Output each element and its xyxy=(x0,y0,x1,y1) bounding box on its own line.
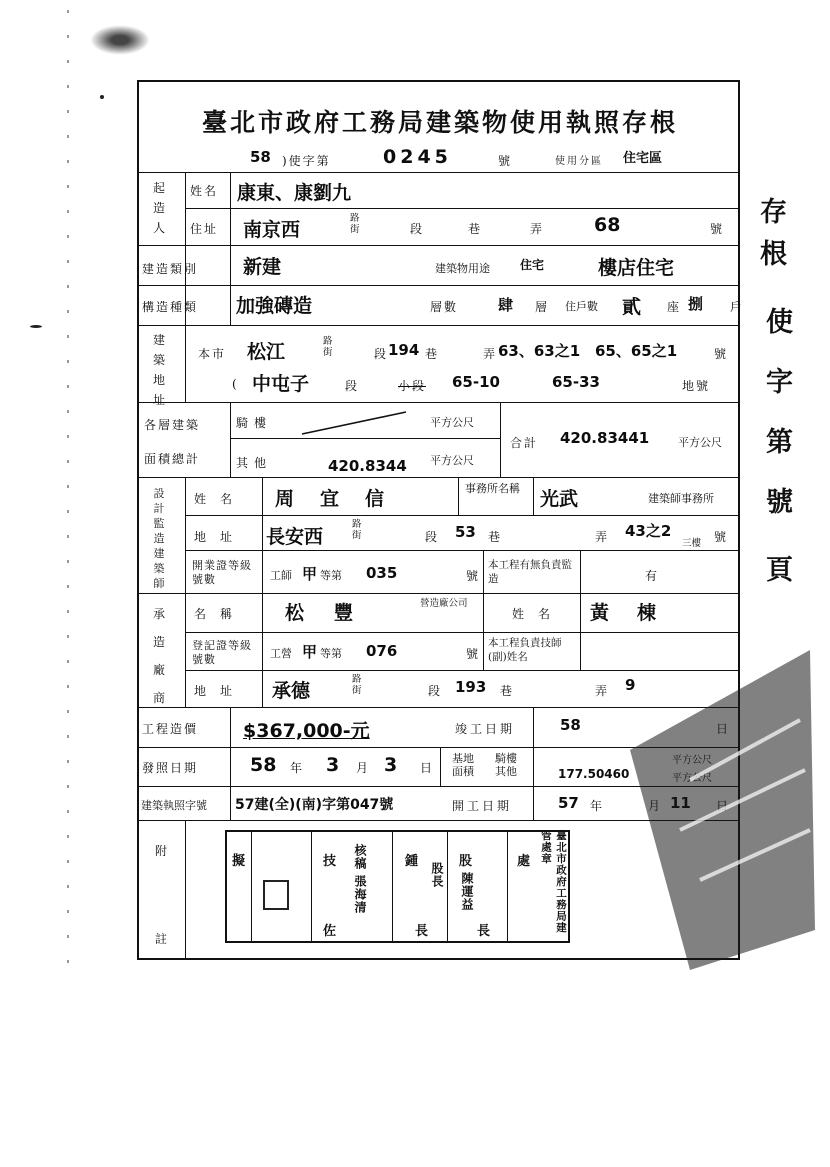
area-row1-label: 騎樓 xyxy=(236,416,273,430)
qilou-label: 騎樓其他 xyxy=(495,752,517,778)
stamp-divider xyxy=(251,832,252,941)
designer-resp-label: 本工程有無負責監造 xyxy=(488,559,572,585)
col-line xyxy=(185,477,186,707)
start-nian: 年 xyxy=(590,799,605,813)
start-label: 開工日期 xyxy=(452,799,513,813)
stamp-label-gu: 股 xyxy=(459,854,473,869)
site-lot-label: 地號 xyxy=(682,379,711,393)
designer-reg-prefix: 工師 xyxy=(270,569,292,582)
building-households-label: 住戶數 xyxy=(565,300,598,313)
col-line xyxy=(580,632,581,670)
margin-char: 字 xyxy=(766,367,793,398)
contractor-addr-road: 承德 xyxy=(272,680,311,702)
col-line xyxy=(230,402,231,477)
qilou-value: 177.50460 xyxy=(558,767,630,781)
area-total-unit: 平方公尺 xyxy=(678,436,722,449)
applicant-hao: 號 xyxy=(710,222,725,236)
col-line xyxy=(185,820,186,960)
stamp-divider xyxy=(392,832,393,941)
site-lot1: 65-10 xyxy=(452,373,500,391)
stamp-label-ji: 技 xyxy=(323,854,337,869)
contractor-name-value: 松豐 xyxy=(285,602,384,624)
contractor-addr-xiang: 193 xyxy=(455,678,487,696)
cost-label: 工程造價 xyxy=(142,722,199,736)
designer-office-value: 光武 xyxy=(540,488,579,510)
contractor-duan: 段 xyxy=(428,684,443,698)
designer-office-suffix: 建築師事務所 xyxy=(648,492,714,505)
building-type-label: 建造類別 xyxy=(142,262,199,276)
stamp-label-chu: 處 xyxy=(517,854,531,869)
issue-day: 3 xyxy=(384,754,398,776)
designer-duan-no: 53 xyxy=(455,523,476,541)
building-floors-value: 肆 xyxy=(498,296,514,314)
issue-year: 58 xyxy=(250,754,277,776)
designer-floor: 三樓 xyxy=(682,538,702,549)
page-title: 臺北市政府工務局建築物使用執照存根 xyxy=(201,108,678,137)
header-license-word: )使字第 xyxy=(282,154,331,168)
area-strike-mark xyxy=(300,408,410,436)
margin-char: 根 xyxy=(760,239,787,270)
contractor-name-label: 名稱 xyxy=(194,607,247,621)
scan-speck xyxy=(90,25,150,55)
applicant-xiang: 巷 xyxy=(468,222,483,236)
designer-resp-value: 有 xyxy=(645,569,660,583)
area-total-value: 420.83441 xyxy=(560,429,650,447)
building-use-label: 建築物用途 xyxy=(435,262,490,275)
row-line xyxy=(137,402,740,403)
applicant-group-label: 起造人 xyxy=(152,181,165,235)
contractor-reg-prefix: 工營 xyxy=(270,647,292,660)
stamp-text-3: 陳運益 xyxy=(460,872,474,911)
site-road-label: 路街 xyxy=(323,336,333,358)
applicant-addr-no: 68 xyxy=(594,214,621,236)
issue-label: 發照日期 xyxy=(142,761,199,775)
row-line xyxy=(185,550,740,551)
building-struct-value: 加強磚造 xyxy=(236,295,313,317)
site-nong-value: 63、63之1 xyxy=(498,342,581,360)
col-line xyxy=(500,402,501,477)
site-nong: 弄 xyxy=(483,347,498,361)
start-year: 57 xyxy=(558,794,579,812)
contractor-road-label: 路街 xyxy=(352,674,362,696)
contractor-addr-no: 9 xyxy=(625,676,636,694)
stamp-text-4: 臺北市政府工務局建管處章 xyxy=(540,830,567,934)
contractor-company-label: 營造廠公司 xyxy=(420,598,468,609)
applicant-road-label: 路街 xyxy=(350,213,360,235)
row-line xyxy=(137,593,740,594)
contractor-xiang: 巷 xyxy=(500,684,515,698)
margin-char: 第 xyxy=(766,427,793,458)
designer-hao: 號 xyxy=(714,530,729,544)
building-type-value: 新建 xyxy=(243,256,282,278)
building-use-value1: 住宅 xyxy=(520,258,545,272)
contractor-person-value: 黃棟 xyxy=(590,602,685,624)
margin-char: 使 xyxy=(766,307,793,338)
col-line xyxy=(483,632,484,670)
stamp-label-ni: 擬 xyxy=(232,854,246,869)
row-line xyxy=(137,285,740,286)
col-line xyxy=(185,325,186,402)
site-section: 中屯子 xyxy=(252,373,310,395)
area-row1-unit: 平方公尺 xyxy=(430,416,474,429)
header-year: 58 xyxy=(250,148,271,166)
contractor-addr-label: 地址 xyxy=(194,684,247,698)
note-label-1: 附 xyxy=(155,844,170,858)
stamp-sub-zhang-2: 長 xyxy=(477,924,491,939)
applicant-addr-label: 住址 xyxy=(190,222,219,236)
issue-ri: 日 xyxy=(420,761,435,775)
row-line xyxy=(230,438,500,439)
building-seats-value: 捌 xyxy=(688,295,704,313)
building-hu: 戶 xyxy=(730,300,745,314)
col-line xyxy=(580,550,581,593)
contractor-reg-no: 076 xyxy=(366,642,398,660)
stamp-divider xyxy=(447,832,448,941)
header-zone-value: 住宅區 xyxy=(623,151,663,166)
permit-value: 57建(全)(南)字第047號 xyxy=(235,797,394,813)
note-label-2: 註 xyxy=(155,932,170,946)
stamp-label-ke: 鍾 xyxy=(405,854,419,869)
contractor-reg-hao: 號 xyxy=(466,647,481,661)
designer-xiang: 巷 xyxy=(488,530,503,544)
row-line xyxy=(137,477,740,478)
area-other-value: 420.8344 xyxy=(328,457,407,475)
site-hao-value: 65、65之1 xyxy=(595,342,678,360)
issue-nian: 年 xyxy=(290,761,305,775)
stamp-text-1: 核稿 張海清 xyxy=(353,844,367,915)
stamp-sub-zuo: 佐 xyxy=(323,924,337,939)
stamp-divider xyxy=(311,832,312,941)
area-group-label-1: 各層建築 xyxy=(144,418,201,432)
col-line xyxy=(458,477,459,515)
col-line xyxy=(230,172,231,325)
building-floor-unit: 層 xyxy=(535,300,550,314)
margin-char: 存 xyxy=(760,197,787,228)
header-hao: 號 xyxy=(498,154,513,168)
col-line xyxy=(533,707,534,820)
designer-addr-road: 長安西 xyxy=(266,526,324,548)
site-paren: ( xyxy=(232,377,239,391)
contractor-reg-label: 登記證等級號數 xyxy=(192,639,252,666)
scan-speck xyxy=(30,325,42,328)
site-section-label: 段 xyxy=(345,379,360,393)
site-group-label: 建築地址 xyxy=(152,333,165,407)
designer-reg-no: 035 xyxy=(366,564,398,582)
margin-char: 號 xyxy=(766,487,793,518)
applicant-addr-road: 南京西 xyxy=(243,219,301,241)
applicant-duan: 段 xyxy=(410,222,425,236)
header-license-no: 0245 xyxy=(383,146,452,168)
completion-label: 竣工日期 xyxy=(455,722,516,736)
site-hao: 號 xyxy=(714,347,729,361)
building-households-value: 貳 xyxy=(622,296,642,318)
site-sub-label: 小段 xyxy=(398,379,427,393)
site-road: 松江 xyxy=(247,341,286,363)
designer-reg-grade: 甲 xyxy=(302,565,318,583)
applicant-name-label: 姓名 xyxy=(190,184,219,198)
applicant-name-value: 康東、康劉九 xyxy=(237,182,352,204)
col-line xyxy=(580,593,581,632)
designer-addr-no: 43之2 xyxy=(625,522,672,540)
stamp-smear xyxy=(620,630,820,980)
approval-stamp-box xyxy=(225,830,570,943)
applicant-nong: 弄 xyxy=(530,222,545,236)
designer-duan: 段 xyxy=(425,530,440,544)
col-line xyxy=(483,550,484,593)
designer-name-value: 周宜信 xyxy=(275,488,411,510)
designer-office-label: 事務所名稱 xyxy=(465,482,520,495)
designer-name-label: 姓名 xyxy=(194,492,247,506)
building-floors-label: 層數 xyxy=(430,300,459,314)
contractor-tech-label: 本工程負責技師(副)姓名 xyxy=(488,637,562,663)
building-struct-label: 構造種類 xyxy=(142,300,199,314)
designer-group-label: 設計監造建築師 xyxy=(153,487,165,590)
building-seats-label: 座 xyxy=(667,300,682,314)
designer-addr-label: 地址 xyxy=(194,530,247,544)
stamp-text-2: 股長 xyxy=(430,862,444,888)
designer-reg-label: 開業證等級號數 xyxy=(192,559,252,586)
completion-value: 58 xyxy=(560,716,581,734)
issue-month: 3 xyxy=(326,754,340,776)
designer-reg-hao: 號 xyxy=(466,569,481,583)
designer-nong: 弄 xyxy=(595,530,610,544)
contractor-reg-word: 等第 xyxy=(320,647,342,660)
area-row2-label: 其他 xyxy=(236,456,273,470)
col-line xyxy=(533,477,534,515)
contractor-nong: 弄 xyxy=(595,684,610,698)
edge-line xyxy=(66,0,70,980)
margin-char: 頁 xyxy=(766,555,793,586)
site-prefix: 本市 xyxy=(198,347,227,361)
col-line xyxy=(483,593,484,632)
stamp-divider xyxy=(507,832,508,941)
col-line xyxy=(230,707,231,820)
row-line xyxy=(137,325,740,326)
site-lot2: 65-33 xyxy=(552,373,600,391)
col-line xyxy=(262,477,263,707)
area-row2-unit: 平方公尺 xyxy=(430,454,474,467)
site-duan-no: 194 xyxy=(388,341,420,359)
base-label: 基地面積 xyxy=(452,752,474,778)
scan-speck xyxy=(100,95,104,99)
row-line xyxy=(137,172,740,173)
header-zone-label: 使用分區 xyxy=(555,156,603,167)
cost-value: $367,000-元 xyxy=(243,720,370,742)
designer-road-label: 路街 xyxy=(352,519,362,541)
contractor-reg-grade: 甲 xyxy=(302,643,318,661)
contractor-group-label: 承造廠商 xyxy=(152,607,165,705)
area-total-label: 合計 xyxy=(510,436,539,450)
row-line xyxy=(185,208,740,209)
issue-yue: 月 xyxy=(356,761,371,775)
area-group-label-2: 面積總計 xyxy=(144,452,201,466)
building-use-value2: 樓店住宅 xyxy=(598,257,675,279)
row-line xyxy=(185,515,740,516)
row-line xyxy=(137,245,740,246)
site-xiang: 巷 xyxy=(425,347,440,361)
designer-reg-word: 等第 xyxy=(320,569,342,582)
col-line xyxy=(440,747,441,786)
site-duan: 段 xyxy=(374,347,389,361)
permit-label: 建築執照字號 xyxy=(141,799,207,812)
square-seal xyxy=(263,880,289,910)
contractor-person-label: 姓名 xyxy=(512,607,565,621)
stamp-sub-zhang-1: 長 xyxy=(415,924,429,939)
